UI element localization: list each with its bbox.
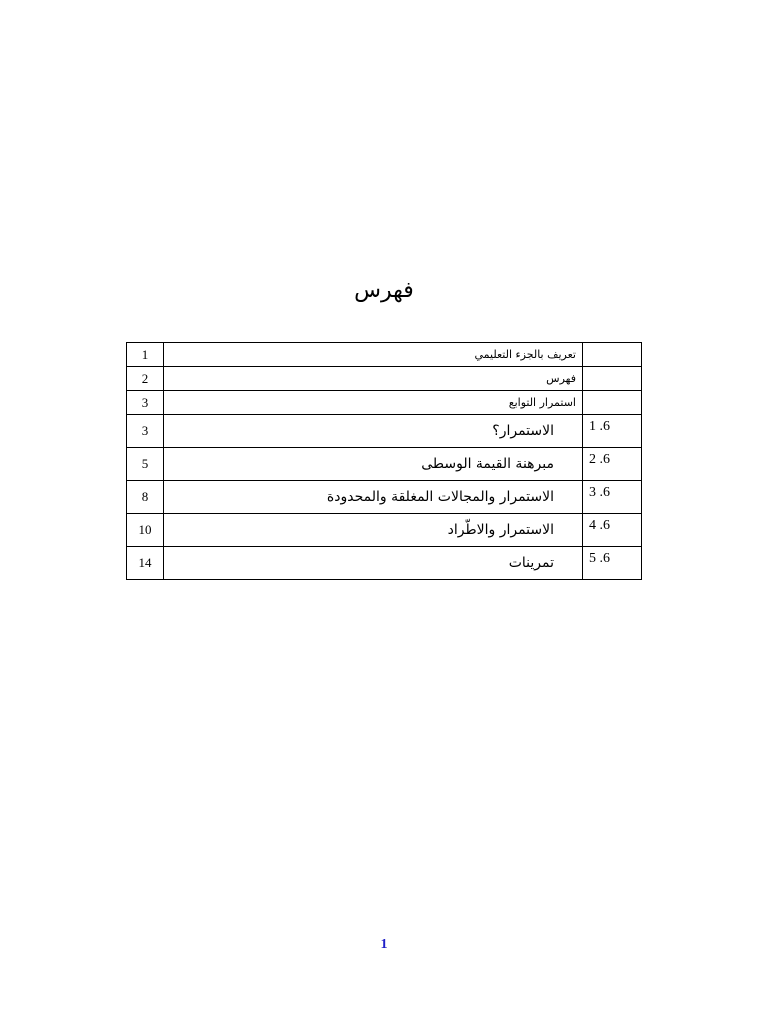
toc-row[interactable] bbox=[127, 367, 642, 391]
toc-section-number bbox=[583, 343, 642, 367]
toc-row[interactable] bbox=[127, 391, 642, 415]
toc-entry-title[interactable]: فهرس bbox=[164, 367, 583, 391]
toc-section-number: 5 .6 bbox=[583, 547, 642, 580]
toc-section-number: 4 .6 bbox=[583, 514, 642, 547]
toc-page-number: 5 bbox=[127, 448, 164, 481]
toc-page-number: 8 bbox=[127, 481, 164, 514]
toc-page-number: 3 bbox=[127, 415, 164, 448]
toc-row[interactable] bbox=[127, 343, 642, 367]
toc-entry-title[interactable]: تمرينات bbox=[164, 547, 583, 580]
toc-row[interactable] bbox=[127, 514, 642, 547]
toc-page-number: 14 bbox=[127, 547, 164, 580]
toc-section-number: 2 .6 bbox=[583, 448, 642, 481]
toc-section-number bbox=[583, 391, 642, 415]
toc-row[interactable] bbox=[127, 415, 642, 448]
toc-entry-title[interactable]: الاستمرار والمجالات المغلقة والمحدودة bbox=[164, 481, 583, 514]
toc-page-number: 3 bbox=[127, 391, 164, 415]
toc-entry-title[interactable]: الاستمرار؟ bbox=[164, 415, 583, 448]
toc-entry-title[interactable]: مبرهنة القيمة الوسطى bbox=[164, 448, 583, 481]
toc-row[interactable] bbox=[127, 448, 642, 481]
toc-page-number: 2 bbox=[127, 367, 164, 391]
table-of-contents bbox=[126, 342, 642, 580]
toc-row[interactable] bbox=[127, 481, 642, 514]
page-number: 1 bbox=[380, 937, 388, 952]
toc-section-number: 3 .6 bbox=[583, 481, 642, 514]
toc-entry-title[interactable]: تعريف بالجزء التعليمي bbox=[164, 343, 583, 367]
toc-page-number: 1 bbox=[127, 343, 164, 367]
toc-section-number: 1 .6 bbox=[583, 415, 642, 448]
toc-entry-title[interactable]: استمرار التوابع bbox=[164, 391, 583, 415]
toc-section-number bbox=[583, 367, 642, 391]
page-title: فهرس bbox=[354, 278, 414, 303]
toc-page-number: 10 bbox=[127, 514, 164, 547]
toc-entry-title[interactable]: الاستمرار والاطّراد bbox=[164, 514, 583, 547]
toc-row[interactable] bbox=[127, 547, 642, 580]
